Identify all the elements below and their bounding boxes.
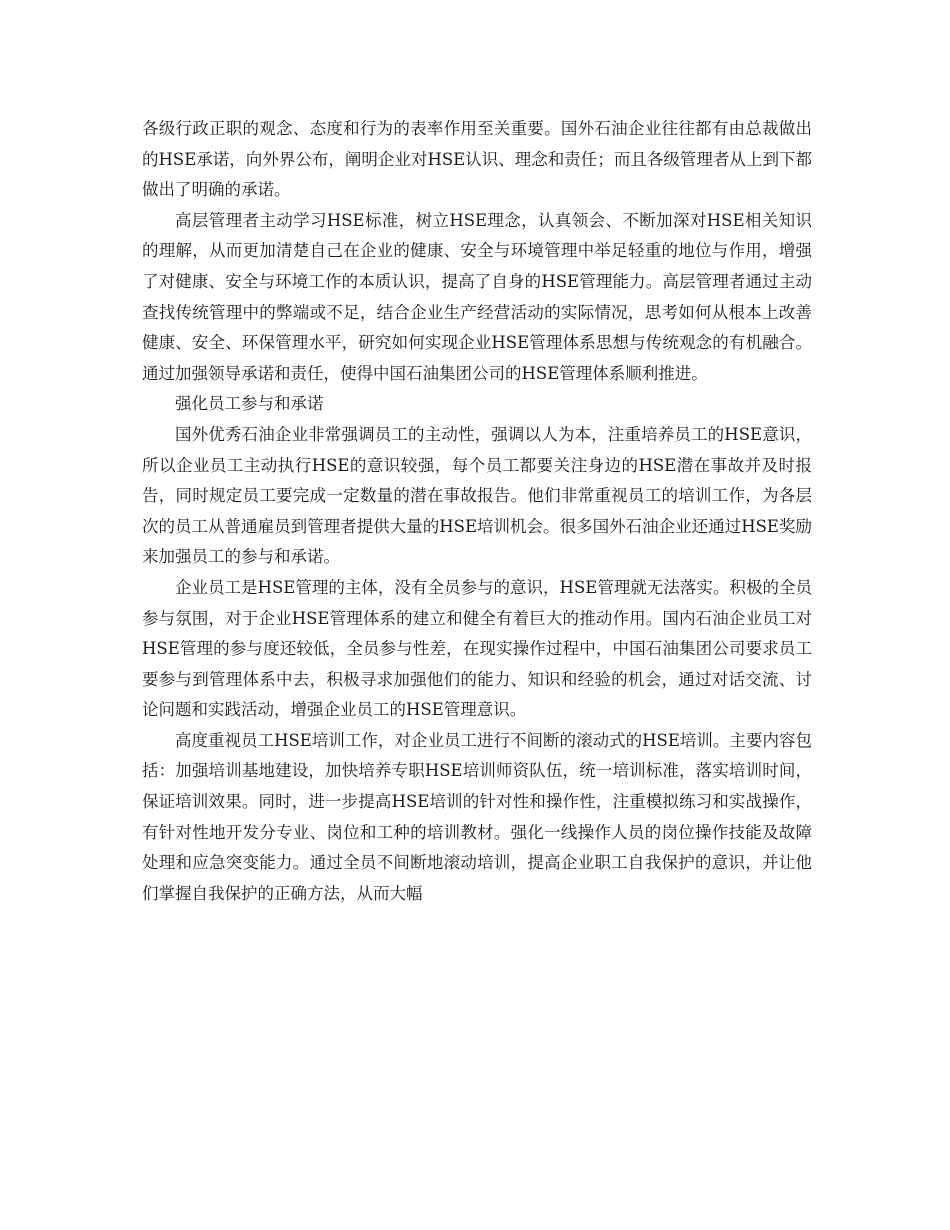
section-heading: 强化员工参与和承诺 — [175, 394, 324, 414]
paragraph-employee-participation: 企业员工是HSE管理的主体，没有全员参与的意识，HSE管理就无法落实。积极的全员参与氛围，对于企业HSE管理体系的建立和健全有着巨大的推动作用。国内石油企业员工对HSE管理的参与度还较低，全员参与性差，在现实操作过程中，中国石油集团公司要求员工要参与到管理体系中去，积极寻求加强他们的能力、知识和经验的机会，通过对话交流、讨论问题和实践活动，增强企业员工的HSE管理意识。 — [142, 577, 812, 720]
paragraph-hse-training: 高度重视员工HSE培训工作，对企业员工进行不间断的滚动式的HSE培训。主要内容包括：加强培训基地建设，加快培养专职HSE培训师资队伍，统一培训标准，落实培训时间，保证培训效果。同时，进一步提高HSE培训的针对性和操作性，注重模拟练习和实战操作，有针对性地开发分专业、岗位和工种的培训教材。强化一线操作人员的岗位操作技能及故障处理和应急突变能力。通过全员不间断地滚动培训，提高企业职工自我保护的意识，并让他们掌握自我保护的正确方法，从而大幅 — [142, 730, 812, 903]
paragraph-continuation: 各级行政正职的观念、态度和行为的表率作用至关重要。国外石油企业往往都有由总裁做出的HSE承诺，向外界公布，阐明企业对HSE认识、理念和责任；而且各级管理者从上到下都做出了明确的承诺。 — [142, 119, 812, 200]
document-body — [142, 114, 812, 909]
paragraph-foreign-companies: 国外优秀石油企业非常强调员工的主动性，强调以人为本，注重培养员工的HSE意识，所以企业员工主动执行HSE的意识较强，每个员工都要关注身边的HSE潜在事故并及时报告，同时规定员工要完成一定数量的潜在事故报告。他们非常重视员工的培训工作，为各层次的员工从普通雇员到管理者提供大量的HSE培训机会。很多国外石油企业还通过HSE奖励来加强员工的参与和承诺。 — [142, 424, 812, 567]
paragraph-senior-management: 高层管理者主动学习HSE标准，树立HSE理念，认真领会、不断加深对HSE相关知识的理解，从而更加清楚自己在企业的健康、安全与环境管理中举足轻重的地位与作用，增强了对健康、安全与环境工作的本质认识，提高了自身的HSE管理能力。高层管理者通过主动查找传统管理中的弊端或不足，结合企业生产经营活动的实际情况，思考如何从根本上改善健康、安全、环保管理水平，研究如何实现企业HSE管理体系思想与传统观念的有机融合。通过加强领导承诺和责任，使得中国石油集团公司的HSE管理体系顺利推进。 — [142, 210, 812, 383]
